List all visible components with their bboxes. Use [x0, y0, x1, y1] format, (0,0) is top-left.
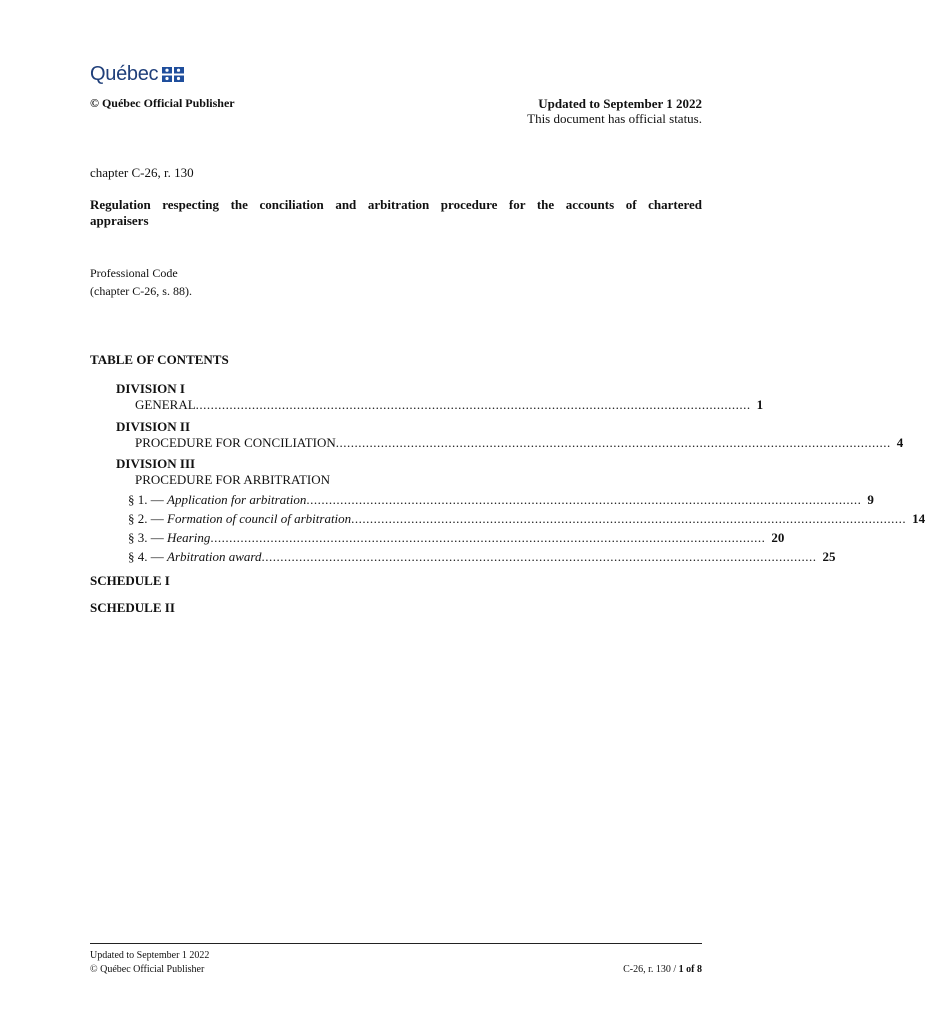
toc-page-number: 4 [896, 435, 904, 450]
section-title: Arbitration award [167, 549, 262, 564]
footer-divider [90, 943, 702, 944]
toc-division-3 [116, 456, 926, 565]
footer-publisher: © Québec Official Publisher [90, 964, 205, 975]
fleur-de-lis-flag-icon [162, 67, 184, 82]
toc-schedule-2[interactable]: SCHEDULE II [90, 600, 175, 615]
section-prefix: § 1. — [128, 492, 167, 507]
toc-page-number: 20 [771, 530, 785, 545]
toc-entry-section[interactable] [128, 511, 926, 527]
leader-dots: .................................................................................................................................................... [306, 492, 862, 507]
toc-division-2 [116, 419, 904, 451]
toc-entry-title: PROCEDURE FOR CONCILIATION [135, 435, 336, 450]
toc-heading: TABLE OF CONTENTS [90, 352, 229, 367]
official-status: This document has official status. [527, 111, 702, 126]
regulation-title-line1: Regulation respecting the conciliation and arbitration procedure for the accounts of chartered [90, 197, 702, 212]
toc-schedule-1[interactable]: SCHEDULE I [90, 573, 170, 588]
toc-entry-section[interactable] [128, 530, 785, 546]
footer-page-indicator [623, 964, 702, 975]
leader-dots: .................................................................................................................................................... [351, 511, 907, 526]
section-prefix: § 4. — [128, 549, 167, 564]
section-label [128, 549, 262, 565]
publisher-notice: © Québec Official Publisher [90, 96, 235, 110]
leader-dots: .................................................................................................................................................... [261, 549, 817, 564]
updated-date: Updated to September 1 2022 [538, 96, 702, 111]
section-label [128, 511, 351, 527]
toc-page-number: 25 [822, 549, 836, 564]
section-prefix: § 3. — [128, 530, 167, 545]
toc-entry-title: GENERAL [135, 397, 196, 412]
toc-entry-section[interactable] [128, 549, 836, 565]
section-label [128, 492, 306, 508]
enabling-statute [90, 264, 192, 300]
toc-entry-general[interactable] [135, 397, 764, 413]
division-title: PROCEDURE FOR ARBITRATION [135, 472, 331, 487]
regulation-title-line2: appraisers [90, 213, 149, 228]
regulation-title [90, 197, 702, 229]
section-title: Hearing [167, 530, 211, 545]
footer-page-number: 1 of 8 [678, 964, 702, 975]
section-prefix: § 2. — [128, 511, 167, 526]
section-title: Application for arbitration [167, 492, 307, 507]
leader-dots: .................................................................................................................................................... [195, 397, 751, 412]
footer-updated-date: Updated to September 1 2022 [90, 950, 210, 961]
section-title: Formation of council of arbitration [167, 511, 352, 526]
toc-page-number: 1 [756, 397, 764, 412]
toc-page-number: 14 [912, 511, 926, 526]
footer-citation: C-26, r. 130 / [623, 964, 679, 975]
chapter-reference: chapter C-26, r. 130 [90, 165, 194, 180]
logo-wordmark: Québec [90, 63, 159, 85]
leader-dots: .................................................................................................................................................... [210, 530, 766, 545]
division-heading: DIVISION I [116, 381, 185, 396]
toc-division-1 [116, 381, 764, 413]
quebec-logo [90, 63, 184, 86]
enabling-reference: (chapter C-26, s. 88). [90, 284, 192, 298]
leader-dots: .................................................................................................................................................... [335, 435, 891, 450]
toc-entry-section[interactable] [128, 492, 874, 508]
division-heading: DIVISION II [116, 419, 191, 434]
toc-entry-conciliation[interactable] [135, 435, 904, 451]
division-heading: DIVISION III [116, 456, 196, 471]
toc-page-number: 9 [867, 492, 874, 507]
section-label [128, 530, 210, 546]
enabling-act: Professional Code [90, 266, 178, 280]
